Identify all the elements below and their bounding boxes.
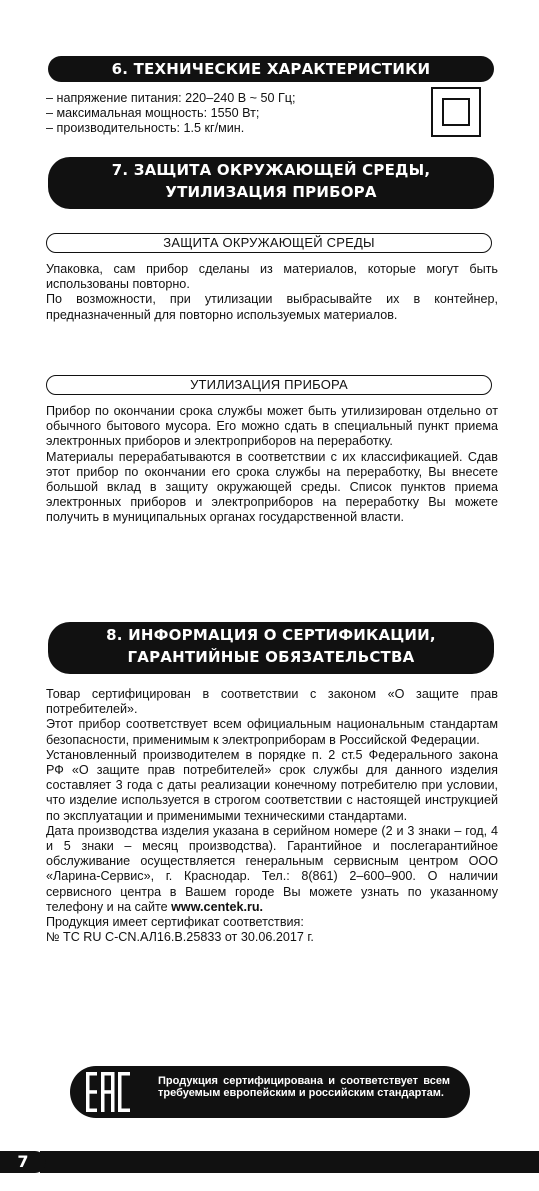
paragraph: Материалы перерабатываются в соответствии с их классификацией. Сдав этот прибор по окончании его срока службы на переработку, Вы внесете большой вклад в защиту окружающей среды. Список пунктов приема электронных приборов и электроприборов на переработку Вы можете получить в муниципальных органах государственной власти.: [46, 449, 498, 525]
certification-text: [46, 687, 498, 945]
eac-banner: [70, 1066, 470, 1118]
environment-text: [46, 262, 498, 323]
section-7-header: [48, 157, 494, 209]
paragraph: Этот прибор соответствует всем официальным национальным стандартам безопасности, применимым к электроприборам в Российской Федерации.: [46, 717, 498, 747]
section-7-title-line2: УТИЛИЗАЦИЯ ПРИБОРА: [165, 183, 377, 201]
paragraph-service: [46, 824, 498, 915]
website-link[interactable]: www.centek.ru.: [171, 899, 264, 914]
cert-line-1: Продукция имеет сертификат соответствия:: [46, 915, 304, 930]
paragraph: Товар сертифицирован в соответствии с законом «О защите прав потребителей».: [46, 687, 498, 717]
eac-text: Продукция сертифицирована и соответствует всем требуемым европейским и российским стандартам.: [158, 1075, 450, 1100]
section-6-title: 6. ТЕХНИЧЕСКИЕ ХАРАКТЕРИСТИКИ: [111, 60, 431, 78]
subheader-environment: ЗАЩИТА ОКРУЖАЮЩЕЙ СРЕДЫ: [46, 233, 492, 253]
page-number: 7: [0, 1151, 46, 1173]
section-8-title-line2: ГАРАНТИЙНЫЕ ОБЯЗАТЕЛЬСТВА: [127, 648, 415, 666]
section-6-header: [48, 56, 494, 82]
spec-capacity: – производительность: 1.5 кг/мин.: [46, 121, 245, 136]
footer-bar: [40, 1151, 539, 1173]
service-text: Дата производства изделия указана в серийном номере (2 и 3 знаки – год, 4 и 5 знаки – месяц производства). Гарантийное и послегарантийное обслуживание осуществляется генеральным сервисным центром ООО «Ларина-Сервис», г. Краснодар. Тел.: 8(861) 2–600–900. О наличии сервисного центра в Вашем городе Вы можете узнать по указанному телефону и на сайте: [46, 823, 498, 914]
paragraph: Установленный производителем в порядке п. 2 ст.5 Федерального закона РФ «О защите прав потребителей» срок службы для данного изделия составляет 3 года с даты реализации конечному потребителю при условии, что изделие используется в строгом соответствии с настоящей инструкцией по эксплуатации и применимыми техническими стандартами.: [46, 747, 498, 823]
eac-logo: [86, 1072, 130, 1112]
paragraph: По возможности, при утилизации выбрасывайте их в контейнер, предназначенный для повторно используемых материалов.: [46, 292, 498, 322]
section-8-title-line1: 8. ИНФОРМАЦИЯ О СЕРТИФИКАЦИИ,: [106, 626, 436, 644]
section-8-header: [48, 622, 494, 674]
spec-voltage: – напряжение питания: 220–240 В ~ 50 Гц;: [46, 91, 296, 105]
spec-power: – максимальная мощность: 1550 Вт;: [46, 106, 260, 121]
disposal-text: [46, 404, 498, 526]
section-7-title-line1: 7. ЗАЩИТА ОКРУЖАЮЩЕЙ СРЕДЫ,: [111, 161, 431, 179]
paragraph: Упаковка, сам прибор сделаны из материалов, которые могут быть использованы повторно.: [46, 262, 498, 292]
cert-line-2: № ТС RU C-CN.АЛ16.В.25833 от 30.06.2017 г.: [46, 930, 314, 945]
paragraph: Прибор по окончании срока службы может быть утилизирован отдельно от обычного бытового мусора. Его можно сдать в специальный пункт приема электронных приборов и электроприборов на переработку.: [46, 404, 498, 449]
spec-list: [46, 91, 296, 137]
subheader-disposal: УТИЛИЗАЦИЯ ПРИБОРА: [46, 375, 492, 395]
double-insulation-icon: [431, 87, 481, 137]
